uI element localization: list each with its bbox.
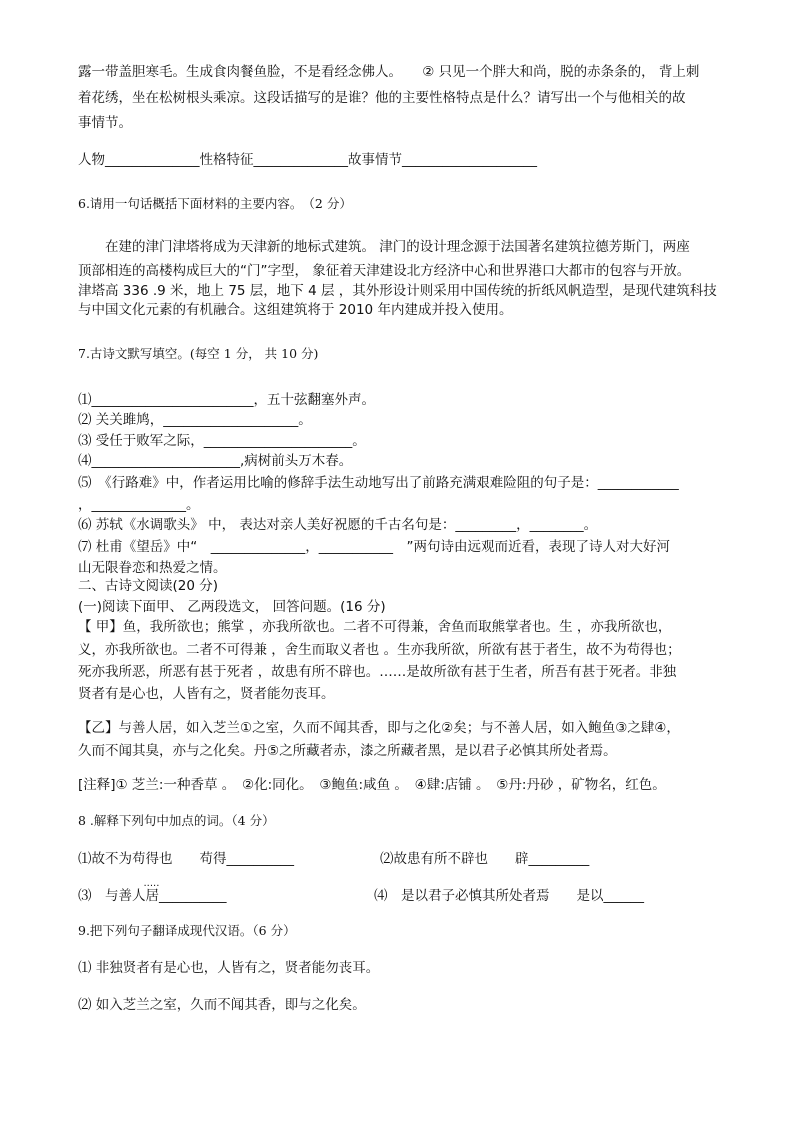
text-line: 露一带盖胆寒毛。生成食肉餐鱼脸，不是看经念佛人。 ② 只见一个胖大和尚，脱的赤条条的， 背上刺: [78, 64, 700, 80]
blank-item[interactable]: ⑸ 《行路难》中，作者运用比喻的修辞手法生动地写出了前路充满艰难险阻的句子是：____________: [78, 475, 679, 491]
text-line: 在建的津门津塔将成为天津新的地标式建筑。 津门的设计理念源于法国著名建筑拉德芳斯门，两座: [78, 239, 690, 255]
word-item[interactable]: ⑴故不为苟得也 苟得__________: [78, 851, 294, 867]
word-blank: __________: [159, 888, 227, 904]
dotted-char: ····· 居: [146, 888, 160, 904]
blank-item[interactable]: ⑺ 杜甫《望岳》中“ ______________，___________ ”两句诗由远观而近看，表现了诗人对大好河: [78, 539, 671, 555]
word-item[interactable]: [78, 886, 227, 906]
text-line: 山无限眷恋和热爱之情。: [78, 560, 227, 576]
blank-item[interactable]: ，______________。: [78, 497, 200, 513]
word-item[interactable]: ⑷ 是以君子必慎其所处者焉 是以______: [374, 888, 644, 904]
translate-item: ⑴ 非独贤者有是心也，人皆有之，贤者能勿丧耳。: [78, 960, 380, 976]
passage-line: 义，亦我所欲也。二者不可得兼 ，舍生而取义者也 。生亦我所欲，所欲有甚于者生，故不为苟得也；: [78, 642, 681, 658]
passage-line: 久而不闻其臭，亦与之化矣。丹⑤之所藏者赤，漆之所藏者黑，是以君子必慎其所处者焉。: [78, 743, 617, 759]
translate-item: ⑵ 如入芝兰之室，久而不闻其香，即与之化矣。: [78, 997, 366, 1013]
blank-item[interactable]: ⑴________________________，五十弦翻塞外声。: [78, 392, 375, 408]
text-line: 顶部相连的高楼构成巨大的“门”字型， 象征着天津建设北方经济中心和世界港口大都市的包容与开放。: [78, 263, 691, 279]
word-item[interactable]: ⑵故患有所不辟也 辟_________: [380, 851, 590, 867]
section-title: 二、古诗文阅读(20 分): [78, 578, 219, 594]
passage-line: 死亦我所恶，所恶有甚于死者 ，故患有所不辟也。……是故所欲有甚于生者，所吾有甚于死者。非独: [78, 664, 677, 680]
question-title: 6.请用一句话概括下面材料的主要内容。 （2 分）: [78, 196, 352, 211]
annotation-line: [注释]① 芝兰:一种香草 。 ②化:同化。 ③鲍鱼:咸鱼 。 ④肆:店铺 。 ⑤丹:丹砂 ，矿物名，红色。: [78, 777, 666, 793]
passage-line: 贤者有是心也，人皆有之，贤者能勿丧耳。: [78, 686, 335, 702]
text-line: 与中国文化元素的有机融合。这组建筑将于 2010 年内建成并投入使用。: [78, 302, 513, 318]
blank-item[interactable]: ⑹ 苏轼《水调歌头》 中， 表达对亲人美好祝愿的千古名句是：_________，________。: [78, 517, 598, 533]
question-title: 9.把下列句子翻译成现代汉语。（6 分）: [78, 923, 296, 938]
blank-item[interactable]: ⑷______________________,病树前头万木春。: [78, 453, 353, 469]
passage-line: 【乙】与善人居，如入芝兰①之室，久而不闻其香，即与之化②矣；与不善人居，如入鲍鱼③之肆④，: [78, 720, 680, 736]
answer-fill-line[interactable]: 人物______________性格特征______________故事情节____________________: [78, 152, 537, 168]
text-line: 事情节。: [78, 115, 132, 131]
blank-item[interactable]: ⑵ 关关雎鸠，____________________。: [78, 412, 312, 428]
question-title: 7.古诗文默写填空。(每空 1 分， 共 10 分): [78, 346, 319, 361]
text-line: 着花绣，坐在松树根头乘凉。这段话描写的是谁？他的主要性格特点是什么？请写出一个与他相关的故: [78, 90, 686, 106]
section-subtitle: (一)阅读下面甲、 乙两段选文， 回答问题。(16 分): [78, 599, 386, 615]
word-prefix: ⑶ 与善人: [78, 888, 146, 904]
blank-item[interactable]: ⑶ 受任于败军之际，______________________。: [78, 433, 366, 449]
passage-line: 【 甲】鱼，我所欲也；熊掌 ，亦我所欲也。二者不可得兼，舍鱼而取熊掌者也。生 ，亦我所欲也，: [78, 619, 672, 635]
text-line: 津塔高 336 .9 米，地上 75 层，地下 4 层 ，其外形设计则采用中国传统的折纸风帆造型，是现代建筑科技: [78, 283, 717, 299]
question-title: 8 .解释下列句中加点的词。（4 分）: [78, 813, 275, 828]
